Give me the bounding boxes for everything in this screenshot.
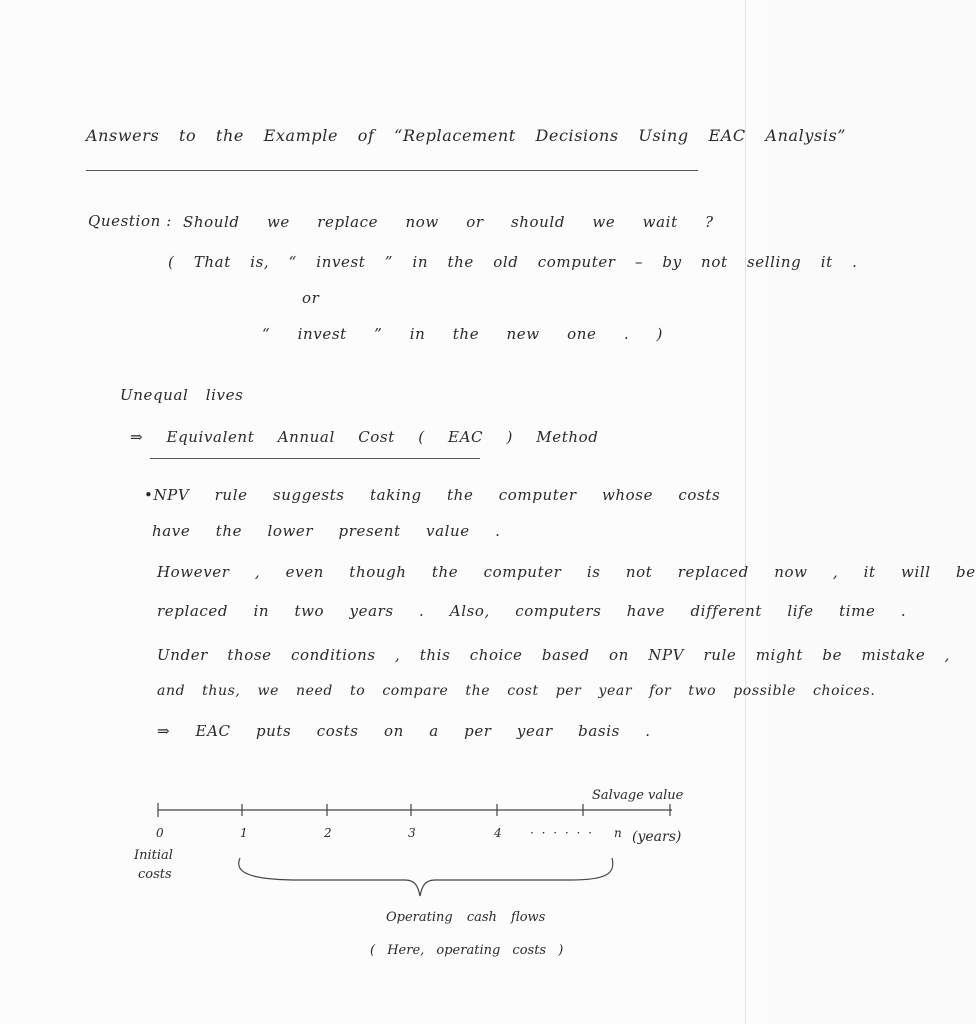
paragraph-line: However , even though the computer is not replaced now , it will be — [157, 563, 976, 581]
operating-costs-note: ( Here, operating costs ) — [370, 943, 564, 958]
initial-costs-label: costs — [138, 867, 172, 882]
paragraph-line: have the lower present value . — [152, 522, 501, 540]
paragraph-line: •NPV rule suggests taking the computer whose costs — [144, 486, 721, 504]
tick-label: 2 — [324, 826, 332, 840]
question-line-2: ( That is, “ invest ” in the old computer – by not selling it . — [168, 253, 858, 271]
section-heading: Unequal lives — [120, 386, 244, 404]
question-label: Question : — [88, 212, 172, 230]
tick-label-n: n — [614, 826, 622, 840]
salvage-value-label: Salvage value — [592, 788, 684, 803]
initial-costs-label: Initial — [134, 848, 173, 863]
question-text: Should we replace now or should we wait ? — [183, 213, 714, 231]
timeline-dots: · · · · · · — [530, 826, 594, 840]
page-title: Answers to the Example of “Replacement Decisions Using EAC Analysis” — [86, 126, 847, 145]
paragraph-line: replaced in two years . Also, computers have different life time . — [157, 602, 907, 620]
tick-label: 4 — [494, 826, 502, 840]
tick-label: 0 — [156, 826, 164, 840]
paragraph-line: Under those conditions , this choice based on NPV rule might be mistake , — [157, 646, 951, 664]
question-line-3: or — [302, 289, 320, 307]
paragraph-line: and thus, we need to compare the cost per year for two possible choices. — [157, 683, 876, 699]
paragraph-line: ⇒ EAC puts costs on a per year basis . — [157, 722, 651, 740]
operating-brace — [239, 858, 613, 896]
question-line-4: “ invest ” in the new one . ) — [262, 325, 664, 343]
timeline-unit: (years) — [632, 829, 682, 845]
tick-label: 3 — [408, 826, 416, 840]
operating-cash-flows-label: Operating cash flows — [386, 910, 546, 925]
tick-label: 1 — [240, 826, 248, 840]
method-heading: ⇒ Equivalent Annual Cost ( EAC ) Method — [130, 428, 599, 446]
